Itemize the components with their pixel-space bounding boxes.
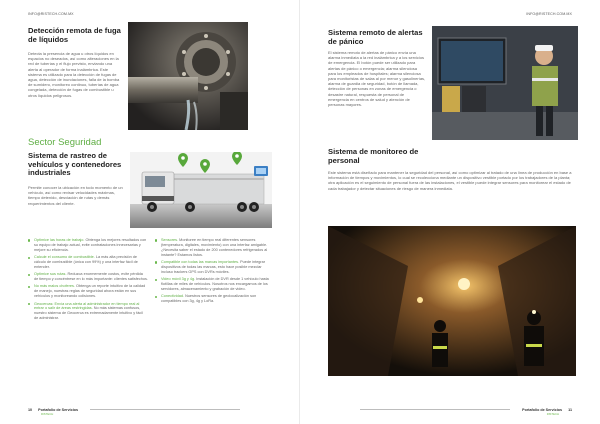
bullet-text: Monitoree en tiempo real diferentes sensores (temperatura, digitales, movimiento) con una interfaz amigable. ¿Necesita saber el estado de 200 contenedores refrigerados al instante? Estamos listos. — [161, 238, 268, 257]
list-item — [155, 260, 273, 275]
personnel-body: Este sistema está diseñado para mantener la seguridad del personal, así como optimizar al tratado de una línea de producción en base a información de tiempos y movimientos, lo cual se recolecciona mediante un dispositivo vestible portado por los trabajadores de la planta; otra aplicación es el seguimiento de personal fuera de las instalaciones, el vestible puede integrar sensores para monitorear el estado de cada trabajador y detectar situaciones de riesgo de manera inmediata. — [328, 170, 572, 191]
bullet-dot-icon — [28, 286, 30, 288]
bullet-highlight: No más malos choferes. — [34, 284, 75, 289]
list-item — [28, 302, 148, 322]
bullet-dot-icon — [155, 279, 157, 281]
bullet-text: La más alta precisión de cálculo de combustible (única con 99%) y una interfaz fácil de entender. — [34, 255, 138, 269]
bullet-dot-icon — [28, 303, 30, 305]
list-item — [28, 238, 148, 253]
page-number: 10 — [28, 408, 33, 412]
bullet-highlight: Optimice sus rutas. — [34, 272, 67, 277]
mine-tunnel-illustration — [328, 226, 576, 376]
bullet-text: Instalación de DVR desde 1 vehículo hasta flotillas de miles de vehículos. Nosotros nos encargamos de los servidores, almacenamiento y grabación de video. — [161, 277, 269, 291]
page-number: 11 — [568, 408, 572, 412]
bullet-highlight: Compatible con todas las marcas importantes. — [161, 260, 240, 265]
bullet-highlight: Sensores. — [161, 238, 179, 242]
panic-title: Sistema remoto de alertas de pánico — [328, 28, 423, 46]
sector-heading: Sector Seguridad — [28, 137, 102, 148]
bullet-highlight: Video móvil 3g y 4g. — [161, 277, 196, 282]
flood-title: Detección remota de fuga de líquidos — [28, 26, 121, 44]
bullet-highlight: Calcule el consumo de combustible. — [34, 255, 95, 260]
tracking-body: Permite conocer la ubicación en todo momento de un vehículo, así como revisar velocidades máximas, tiempo detenido, desviación de rutas y demás requerimientos del cliente. — [28, 185, 123, 206]
footer-sub: RISTECH — [41, 412, 54, 416]
bullet-dot-icon — [28, 239, 30, 241]
list-item — [28, 255, 148, 270]
bullet-highlight: Conectividad. — [161, 294, 185, 299]
footer-brand: Portafolio de Servicios — [522, 408, 563, 412]
benefits-list-left — [28, 238, 148, 324]
tracking-title: Sistema de rastreo de vehículos y contenedores industriales — [28, 151, 122, 178]
footer-brand: Portafolio de Servicios — [38, 408, 79, 412]
header-email[interactable]: INFO@RISTECH.COM.MX — [28, 12, 74, 16]
list-item — [155, 294, 273, 304]
panic-scene-photo — [432, 26, 578, 140]
pipe-leak-photo — [128, 22, 248, 130]
list-item — [155, 238, 273, 258]
list-item — [155, 277, 273, 292]
header-email[interactable]: INFO@RISTECH.COM.MX — [526, 12, 572, 16]
bullet-dot-icon — [155, 239, 157, 241]
footer-right — [522, 408, 572, 416]
list-item — [28, 272, 148, 282]
footer-left — [28, 408, 78, 416]
footer-rule — [90, 409, 240, 410]
bullet-text: No más sistemas confusos, nuestro sistema de Geocerca es extremadamente intuitivo y fácil de administrar. — [34, 306, 143, 321]
bullet-text: Obtenga un reporte intuitivo de la calidad de manejo, nuestras reglas de seguridad ahora están en sus vehículos y monitoreando colisiones. — [34, 284, 146, 299]
pipe-leak-illustration — [128, 22, 248, 130]
bullet-text: Puede integrar dispositivos de todas las marcas, esto hace posible mezclar incluso trackers GPS con DVRs móviles. — [161, 260, 266, 274]
right-content — [300, 0, 600, 424]
bullet-text: Reduzca enormemente costos, evite pérdida de tiempo y concéntrese en lo más importante: clientes satisfechos. — [34, 272, 148, 282]
footer-rule — [360, 409, 510, 410]
bullet-text: Obtenga los mejores resultados con su equipo de trabajo actual, evite contrataciones innecesarias y mejore su eficiencia. — [34, 238, 147, 252]
bullet-highlight: Optimice las horas de trabajo. — [34, 238, 85, 242]
personnel-title: Sistema de monitoreo de personal — [328, 147, 419, 165]
bullet-dot-icon — [155, 296, 157, 298]
bullet-dot-icon — [28, 257, 30, 259]
bullet-dot-icon — [155, 261, 157, 263]
truck-illustration — [130, 152, 272, 228]
mine-workers-photo — [328, 226, 576, 376]
bullet-dot-icon — [28, 274, 30, 276]
bullet-highlight: Geocercas: Envía una alerta al administrador en tiempo real al entrar o salir de áreas restringidas. — [34, 301, 140, 311]
bullet-text: Nuestros sensores de geolocalización son compatibles con 3g, 4g y LoRa. — [161, 294, 257, 304]
flood-body: Detecta la presencia de agua u otros líquidos en espacios no deseados, así como alteraciones en la red de tuberías y el flujo previsto, enviando una alerta al operador de forma inalámbrica. Este sistema es utilizado para la detección de fugas de agua, detección de inundaciones, falla de la bomba de sumidero, monitoreo continuo, tuberías de agua congelada, detección de fugas de combustible u otros líquidos peligrosos. — [28, 51, 120, 98]
control-room-illustration — [432, 26, 578, 140]
panic-body: El sistema remoto de alertas de pánico envía una alarma inmediata a la red inalámbrica y a los servicios de emergencia. El botón puede ser utilizado para alertas de pánico o emergencia; alarma silenciosa para los empleados de hospitales; alarma silenciosa para monitoristas de salas al por menor y gasolinerías, alarma de guardia de seguridad, botón de llamada, detección de personas en zonas de emergencia o desastre natural, respuesta de personal de emergencia en centros de salud y atención de personas mayores. — [328, 50, 426, 108]
benefits-list-right — [155, 238, 273, 306]
list-item — [28, 284, 148, 299]
truck-tracking-photo — [130, 152, 272, 228]
footer-sub: RISTECH — [546, 412, 559, 416]
